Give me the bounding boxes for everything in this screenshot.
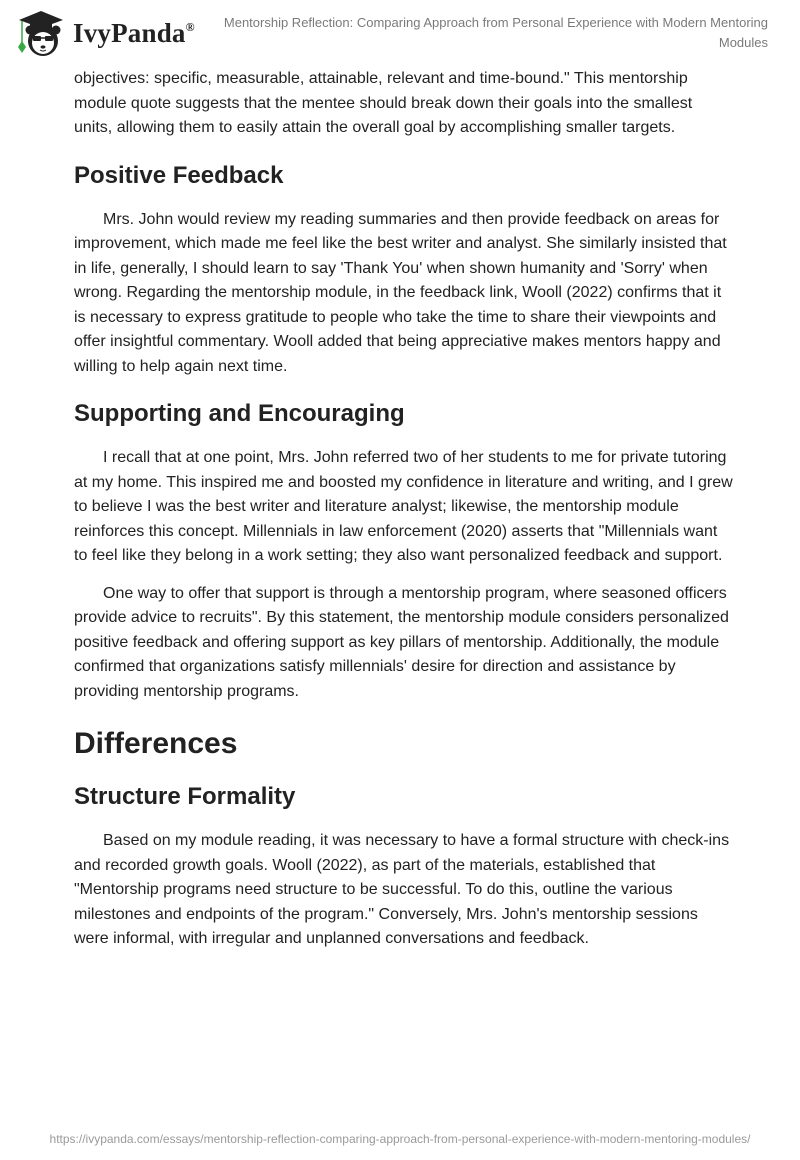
ivypanda-logo[interactable] [15, 7, 195, 59]
document-title: Mentorship Reflection: Comparing Approach from Personal Experience with Modern Mentoring Modules [223, 15, 768, 50]
paragraph: Based on my module reading, it was necessary to have a formal structure with check-ins and recorded growth goals. Wooll (2022), as part of the materials, established that "Mentorship programs need structure to be successful. To do this, outline the various milestones and endpoints of the program." Conversely, Mrs. John's mentorship sessions were informal, with irregular and unplanned conversations and feedback. [74, 832, 730, 947]
paragraph: Mrs. John would review my reading summaries and then provide feedback on areas for improvement, which made me feel like the best writer and analyst. She similarly insisted that in life, generally, I should learn to say 'Thank You' when shown humanity and 'Sorry' when wrong. Regarding the mentorship module, in the feedback link, Wooll (2022) confirms that it is necessary to express gratitude to people who take the time to share their viewpoints and offer insightful commentary. Wooll added that being appreciative makes mentors happy and willing to help again next time. [74, 210, 727, 375]
heading-positive-feedback: Positive Feedback [74, 161, 284, 189]
heading-differences: Differences [74, 727, 238, 760]
heading-structure-formality: Structure Formality [74, 783, 296, 810]
page-header [0, 0, 800, 60]
heading-supporting-encouraging: Supporting and Encouraging [74, 400, 405, 427]
panda-graduate-icon [15, 7, 67, 59]
article-body [74, 67, 734, 965]
paragraph: I recall that at one point, Mrs. John referred two of her students to me for private tutoring at my home. This inspired me and boosted my confidence in literature and writing, and I grew to believe I was the best writer and literature analyst; likewise, the mentorship module reinforces this concept. Millennials in law enforcement (2020) asserts that "Millennials want to feel like they belong in a work setting; they also want personalized feedback and support. [74, 449, 733, 564]
logo-text: IvyPanda® [73, 17, 195, 48]
source-url[interactable]: https://ivypanda.com/essays/mentorship-reflection-comparing-approach-from-personal-experience-with-modern-mentoring-modules/ [49, 1132, 751, 1146]
intro-paragraph: objectives: specific, measurable, attainable, relevant and time-bound." This mentorship module quote suggests that the mentee should break down their goals into the smallest units, allowing them to easily attain the overall goal by accomplishing smaller targets. [74, 70, 693, 136]
paragraph: One way to offer that support is through a mentorship program, where seasoned officers provide advice to recruits". By this statement, the mentorship module considers personalized positive feedback and offering support as key pillars of mentorship. Additionally, the module confirmed that organizations satisfy millennials' desire for direction and assistance by providing mentorship programs. [74, 584, 729, 700]
